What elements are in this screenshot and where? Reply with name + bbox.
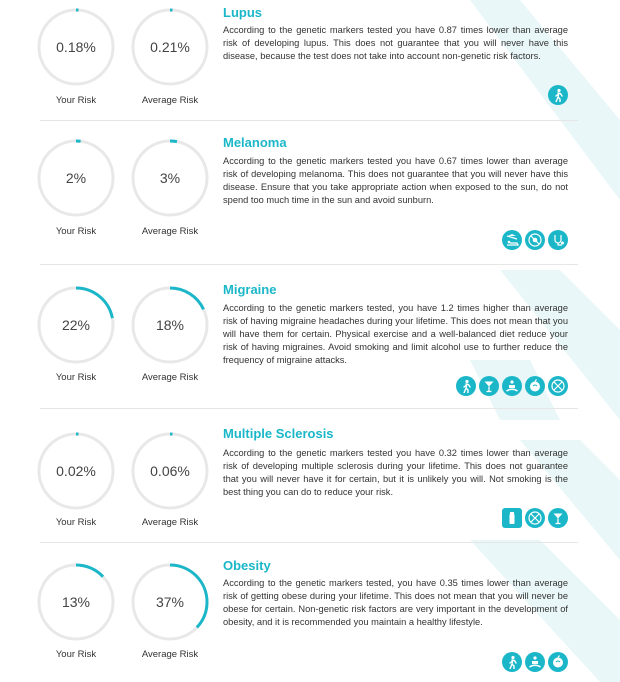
average-risk-label: Average Risk	[141, 649, 199, 660]
recommendation-icons	[502, 652, 568, 672]
walking-icon	[502, 652, 522, 672]
section-description: According to the genetic markers tested, you have 1.2 times higher than average risk of having migraine headaches during your lifetime. This does not mean that you will have them for certain. Physical exercise and a well-balanced diet reduce your risk of having migraines. Avoid smoking and limit alcohol use to further reduce the frequency of migraine attacks.	[223, 303, 568, 366]
your-risk-gauge	[36, 7, 116, 87]
no-sun-icon	[525, 230, 545, 250]
average-risk-label: Average Risk	[141, 517, 199, 528]
section-title: Migraine	[223, 282, 277, 297]
meditation-icon	[502, 376, 522, 396]
section-divider	[40, 408, 578, 409]
recommendation-icons	[456, 376, 568, 396]
average-risk-gauge	[130, 138, 210, 218]
no-smoking-icon	[548, 376, 568, 396]
risk-section-lupus	[0, 0, 620, 120]
your-risk-value: 13%	[61, 594, 91, 610]
your-risk-gauge	[36, 138, 116, 218]
no-smoking-icon	[525, 508, 545, 528]
section-title: Obesity	[223, 558, 271, 573]
section-title: Multiple Sclerosis	[223, 426, 334, 441]
risk-section-migraine	[0, 276, 620, 401]
section-description: According to the genetic markers tested you have 0.32 times lower than average risk of developing multiple sclerosis during your lifetime. This does not guarantee that you will never have it for certain, but it is unlikely you will. Not smoking is the best thing you can do to reduce your risk.	[223, 448, 568, 498]
average-risk-value: 37%	[155, 594, 185, 610]
recommendation-icons	[502, 230, 568, 250]
average-risk-gauge	[130, 7, 210, 87]
walking-icon	[456, 376, 476, 396]
supplement-icon	[502, 508, 522, 528]
doctor-stethoscope-icon	[548, 230, 568, 250]
your-risk-label: Your Risk	[55, 649, 97, 660]
section-title: Melanoma	[223, 135, 287, 150]
your-risk-gauge	[36, 562, 116, 642]
healthy-food-icon	[548, 652, 568, 672]
average-risk-value: 18%	[155, 317, 185, 333]
your-risk-label: Your Risk	[55, 372, 97, 383]
section-description: According to the genetic markers tested, you have 0.35 times lower than average risk of getting obese during your lifetime. This does not mean that you will never be obese for certain. Non-genetic risk factors are very important in the development of obesity, and it is recommended you maintain a healthy lifestyle.	[223, 578, 568, 628]
walking-icon	[548, 85, 568, 105]
healthy-food-icon	[525, 376, 545, 396]
recommendation-icons	[548, 85, 568, 105]
your-risk-value: 22%	[61, 317, 91, 333]
section-description: According to the genetic markers tested you have 0.67 times lower than average risk of developing melanoma. This does not guarantee that you will never have this disease. Ensure that you take appropriate action when exposed to the sun, do not spend too much time in the sun and avoid sunburn.	[223, 156, 568, 206]
average-risk-value: 0.06%	[150, 463, 190, 479]
cocktail-icon	[548, 508, 568, 528]
average-risk-value: 0.21%	[150, 39, 190, 55]
average-risk-gauge	[130, 285, 210, 365]
your-risk-value: 0.18%	[56, 39, 96, 55]
your-risk-label: Your Risk	[55, 226, 97, 237]
section-divider	[40, 542, 578, 543]
risk-section-multiple-sclerosis	[0, 420, 620, 540]
your-risk-value: 0.02%	[56, 463, 96, 479]
risk-section-melanoma	[0, 130, 620, 262]
your-risk-gauge	[36, 285, 116, 365]
your-risk-gauge	[36, 431, 116, 511]
average-risk-label: Average Risk	[141, 226, 199, 237]
sunbathing-icon	[502, 230, 522, 250]
meditation-icon	[525, 652, 545, 672]
average-risk-label: Average Risk	[141, 372, 199, 383]
risk-section-obesity	[0, 552, 620, 682]
section-divider	[40, 120, 578, 121]
average-risk-label: Average Risk	[141, 95, 199, 106]
your-risk-label: Your Risk	[55, 517, 97, 528]
section-title: Lupus	[223, 5, 262, 20]
your-risk-value: 2%	[65, 170, 87, 186]
average-risk-gauge	[130, 431, 210, 511]
average-risk-value: 3%	[159, 170, 181, 186]
section-divider	[40, 264, 578, 265]
cocktail-icon	[479, 376, 499, 396]
section-description: According to the genetic markers tested you have 0.87 times lower than average risk of developing lupus. This does not guarantee that you will never have this disease, because the test does not take into account non-genetic risk factors.	[223, 25, 568, 62]
average-risk-gauge	[130, 562, 210, 642]
recommendation-icons	[502, 508, 568, 528]
your-risk-label: Your Risk	[55, 95, 97, 106]
